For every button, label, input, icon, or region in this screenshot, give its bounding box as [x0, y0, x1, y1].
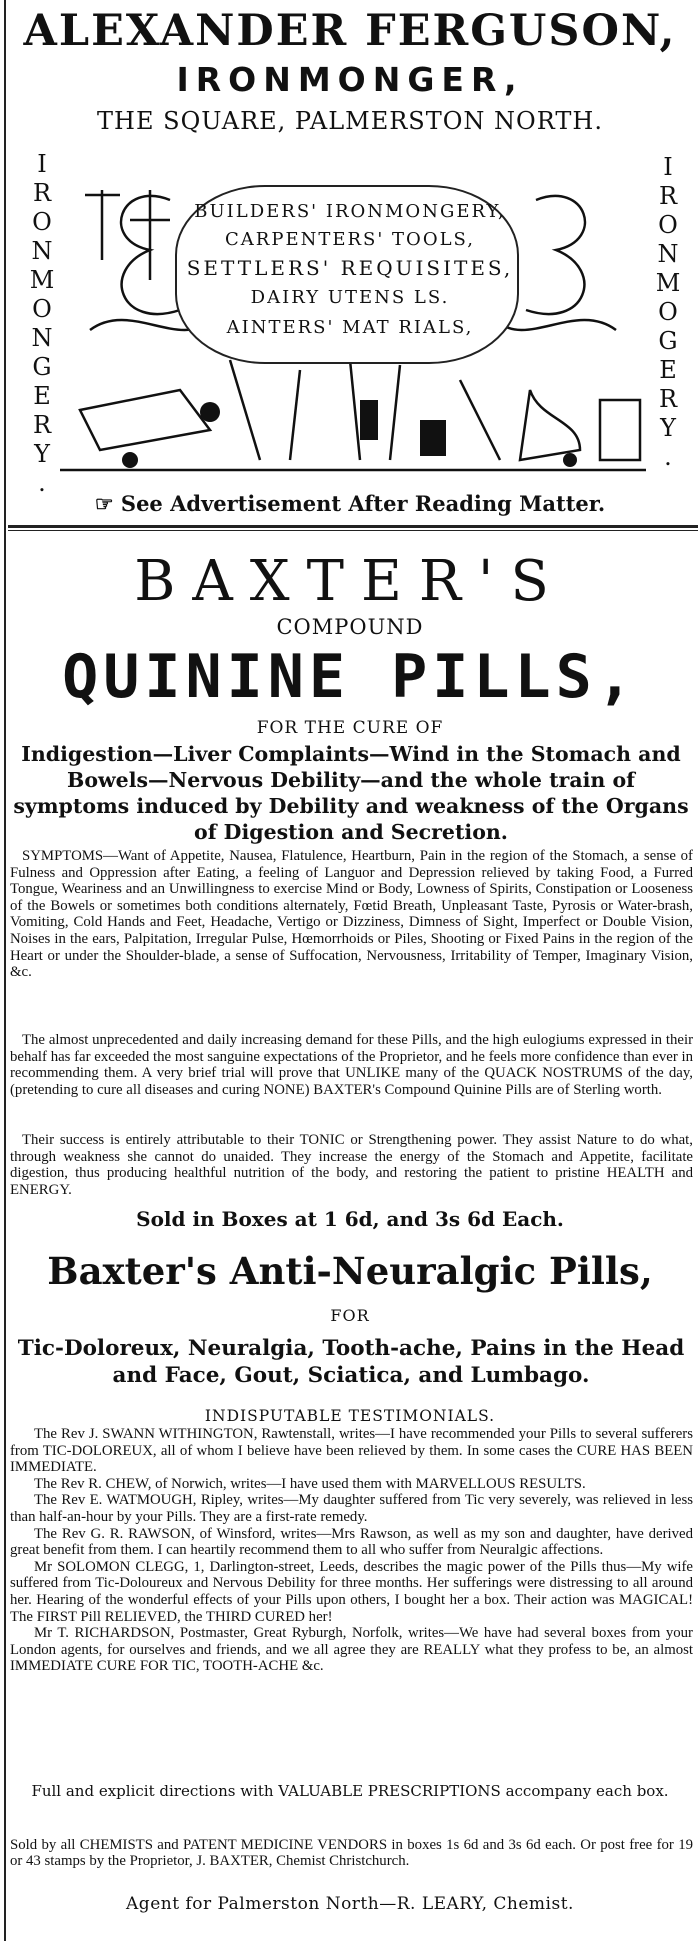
axe-icon: [460, 380, 500, 460]
testimonial: The Rev R. CHEW, of Norwich, writes—I have used them with MARVELLOUS RESULTS.: [34, 1475, 586, 1492]
side-label-left: IRONMONGERY.: [28, 150, 56, 498]
quinine-price: Sold in Boxes at 1 6d, and 3s 6d Each.: [136, 1207, 564, 1231]
demand-paragraph: The almost unprecedented and daily increasing demand for these Pills, and the high eulogiums expressed in their behalf has far exceeded the most sanguine expectations of the Proprietor, and he feels more confidence than ever in recommending them. A very brief trial will prove that UNLIKE many of the QUACK NOSTRUMS of the day, (pretending to cure all diseases and curing NONE) BAXTER's Compound Quinine Pills are of Sterling worth.: [10, 1032, 693, 1098]
pick-icon: [350, 360, 360, 460]
quinine-pills-heading: QUININE PILLS,: [62, 642, 638, 712]
testimonial: The Rev E. WATMOUGH, Ripley, writes—My daughter suffered from Tic very severely, was relieved in less than half-an-hour by your Pills. They are a first-rate remedy.: [10, 1492, 693, 1525]
saw-icon: [230, 360, 260, 460]
for-label: FOR: [330, 1306, 370, 1325]
ailments-headline: Indigestion—Liver Complaints—Wind in the Stomach and Bowels—Nervous Debility—and the whole train of symptoms induced by Debility and weakness of the Organs of Digestion and Secretion.: [13, 742, 689, 844]
testimonials-list: [10, 1426, 693, 1675]
section-divider: [8, 525, 698, 528]
churn-icon: [420, 420, 446, 456]
pot-icon: [122, 452, 138, 468]
for-the-cure-of: FOR THE CURE OF: [256, 718, 444, 738]
directions-note: Full and explicit directions with VALUABLE PRESCRIPTIONS accompany each box.: [31, 1782, 669, 1800]
see-advertisement: [30, 490, 670, 518]
neuralgic-ailments-headline: Tic-Doloreux, Neuralgia, Tooth-ache, Pains in the Head and Face, Gout, Sciatica, and Lumbago.: [17, 1336, 685, 1388]
goods-line-3: SETTLERS' REQUISITES,: [186, 256, 514, 280]
testimonials-heading: INDISPUTABLE TESTIMONIALS.: [204, 1407, 496, 1425]
goods-line-1: BUILDERS' IRONMONGERY,: [194, 201, 506, 222]
stove-icon: [80, 390, 210, 450]
agent-line: Agent for Palmerston North—R. LEARY, Chemist.: [126, 1894, 574, 1914]
testimonial: Mr T. RICHARDSON, Postmaster, Great Ryburgh, Norfolk, writes—We have had several boxes from your London agents, for ourselves and friends, and we all agree they are REALLY what they profess to be, an almost IMMEDIATE CURE FOR TIC, TOOTH-ACHE &c.: [10, 1625, 693, 1675]
ferguson-address: THE SQUARE, PALMERSTON NORTH.: [97, 107, 603, 135]
weight-icon: [563, 453, 577, 467]
shovel-icon: [290, 370, 300, 460]
pointing-hand-icon: ☞: [94, 491, 121, 516]
goods-line-4: DAIRY UTENS LS.: [250, 287, 450, 308]
testimonial: The Rev J. SWANN WITHINGTON, Rawtenstall, writes—I have recommended your Pills to several sufferers from TIC-DOLOREUX, all of whom I believe have been relieved by them. In some cases the CURE HAS BEEN IMMEDIATE.: [10, 1426, 693, 1476]
goods-line-2: CARPENTERS' TOOLS,: [225, 229, 475, 250]
rake-icon: [390, 365, 400, 460]
side-label-right: IRONMOGERY.: [654, 153, 682, 472]
bell-icon: [520, 390, 580, 460]
kettle-icon: [200, 402, 220, 422]
see-advertisement-text: See Advertisement After Reading Matter.: [120, 491, 606, 516]
section-divider-thin: [8, 530, 698, 531]
lantern-icon: [600, 400, 640, 460]
ferguson-name: ALEXANDER FERGUSON,: [23, 6, 677, 56]
ferguson-trade: IRONMONGER,: [176, 60, 524, 99]
testimonial: Mr SOLOMON CLEGG, 1, Darlington-street, Leeds, describes the magic power of the Pills thus—My wife suffered from Tic-Doloureux and Nervous Debility for three months. Her sufferings were distressing to all around her. Hearing of the wonderful effects of your Pills upon others, I bought her a box. Their action was MAGICAL! The FIRST Pill RELIEVED, the THIRD CURED her!: [10, 1558, 693, 1625]
success-paragraph: Their success is entirely attributable to their TONIC or Strengthening power. They assist Nature to do what, through weakness she cannot do unaided. They increase the energy of the Stomach and Appetite, facilitate digestion, thus producing healthful nutrition of the body, and restoring the patient to pristine HEALTH and ENERGY.: [10, 1132, 693, 1198]
baxters-heading: BAXTER'S: [134, 549, 566, 614]
symptoms-paragraph: SYMPTOMS—Want of Appetite, Nausea, Flatulence, Heartburn, Pain in the region of the Stomach, a sense of Fulness and Oppression after Eating, a feeling of Languor and Depression relieved by taking Food, a Furred Tongue, Weariness and an Unwillingness to exercise Mind or Body, Lowness of Spirits, Constipation or Looseness of the Bowels or sometimes both conditions alternately, Fœtid Breath, Unpleasant Taste, Pyrosis or Water-brash, Vomiting, Cold Hands and Feet, Headache, Vertigo or Dizziness, Dimness of Sight, Imperfect or Double Vision, Noises in the ears, Palpitation, Irregular Pulse, Hœmorrhoids or Piles, Shooting or Fixed Pains in the region of the Heart or under the Shoulder-blade, a sense of Suffocation, Nervousness, Irritability of Temper, Imaginary Vision, &c.: [10, 848, 693, 981]
anti-neuralgic-heading: Baxter's Anti-Neuralgic Pills,: [47, 1249, 653, 1293]
goods-line-5: AINTERS' MAT RIALS,: [226, 317, 474, 338]
sold-by-paragraph: [10, 1822, 693, 1885]
can-icon: [360, 400, 378, 440]
testimonial: The Rev G. R. RAWSON, of Winsford, writes—Mrs Rawson, as well as my son and daughter, have derived great benefit from them. I can heartily recommend them to all who suffer from Neuralgic affections.: [10, 1525, 693, 1559]
sold-by-text: Sold by all CHEMISTS and PATENT MEDICINE VENDORS in boxes 1s 6d and 3s 6d each. Or post free for 19 or 43 stamps by the Proprietor, J. BAXTER, Chemist Christchurch.: [10, 1836, 693, 1870]
compound-label: COMPOUND: [276, 615, 424, 639]
